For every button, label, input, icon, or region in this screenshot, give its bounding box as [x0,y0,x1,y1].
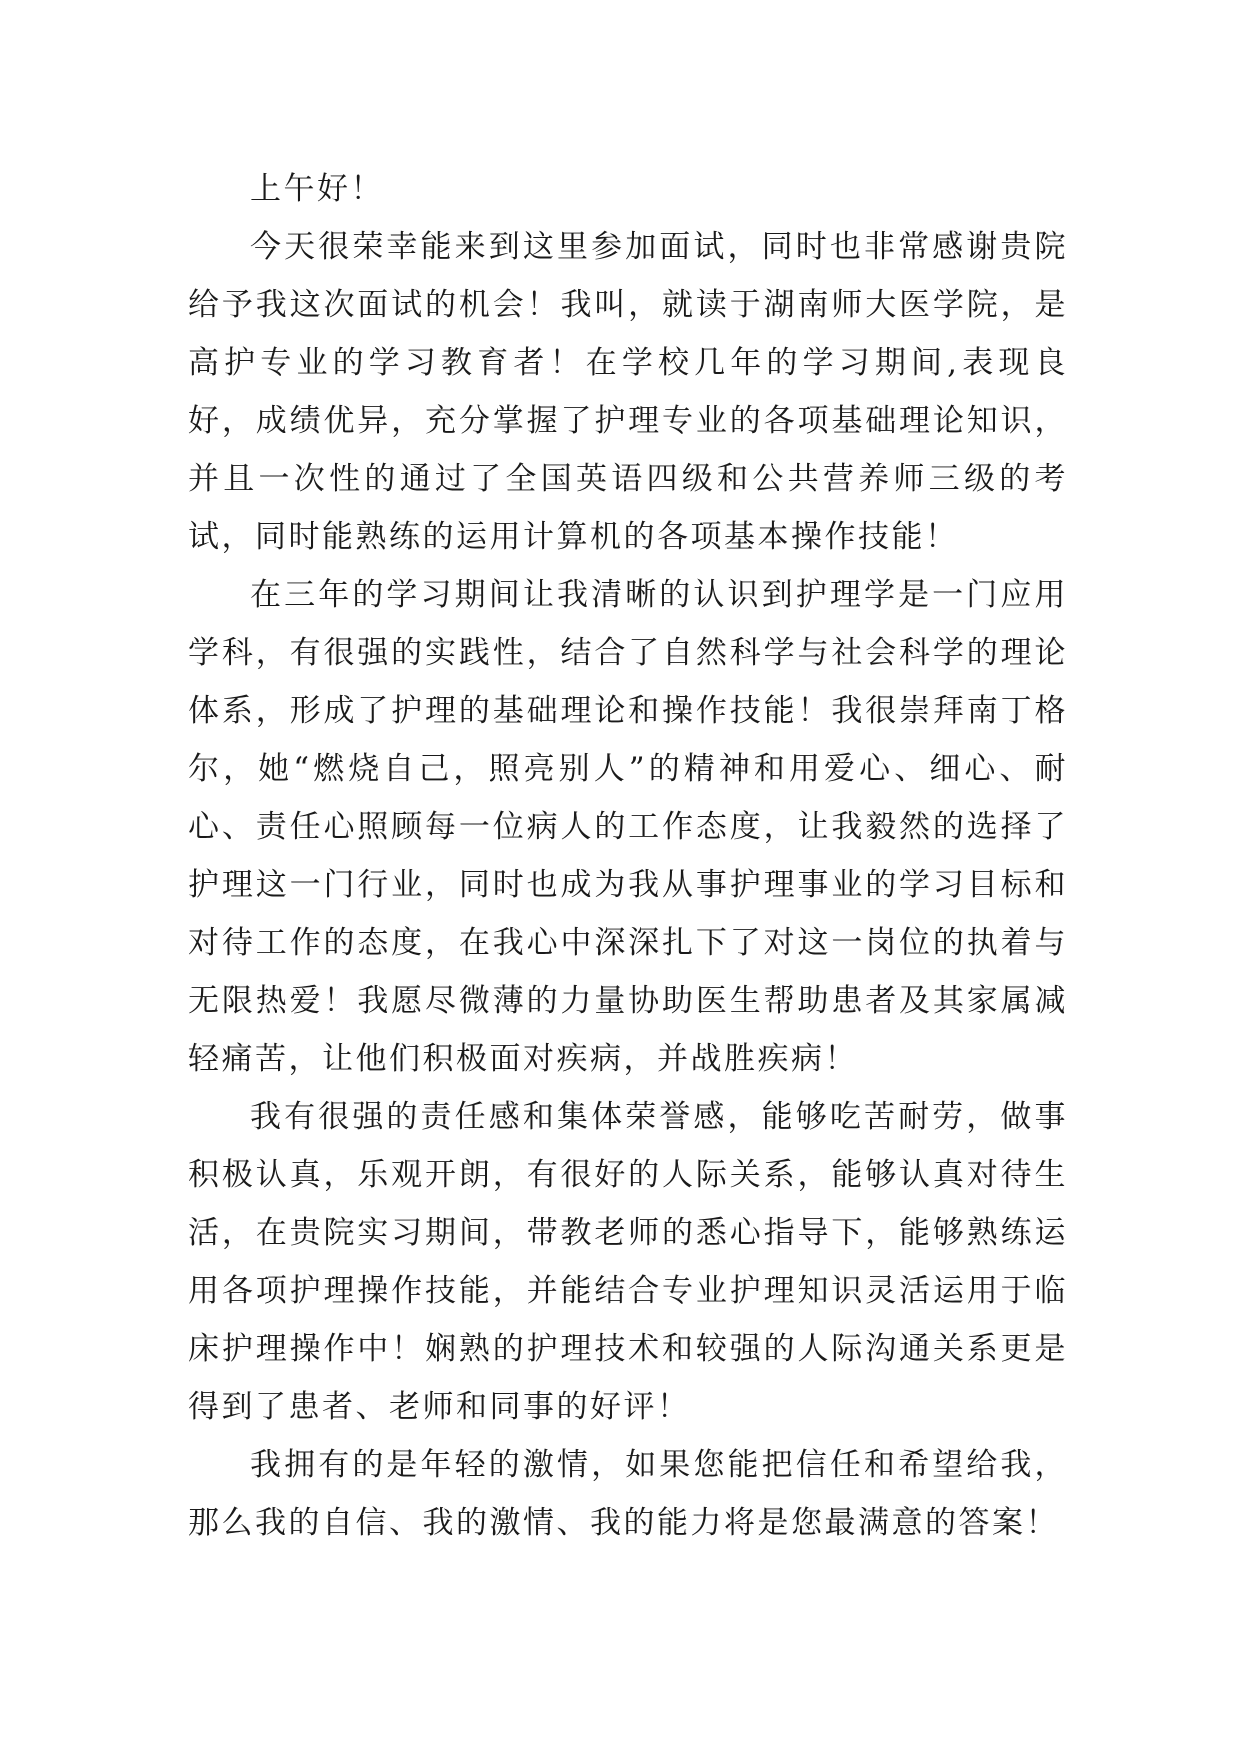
paragraph-introduction: 今天很荣幸能来到这里参加面试，同时也非常感谢贵院给予我这次面试的机会！我叫，就读于湖南师大医学院，是高护专业的学习教育者！在学校几年的学习期间,表现良好，成绩优异，充分掌握了护理专业的各项基础理论知识，并且一次性的通过了全国英语四级和公共营养师三级的考试，同时能熟练的运用计算机的各项基本操作技能！ [188,229,1068,555]
document-body [188,160,1068,1552]
paragraph-closing: 我拥有的是年轻的激情，如果您能把信任和希望给我，那么我的自信、我的激情、我的能力将是您最满意的答案！ [188,1447,1068,1541]
greeting-paragraph: 上午好！ [250,171,384,207]
paragraph-nursing-study: 在三年的学习期间让我清晰的认识到护理学是一门应用学科，有很强的实践性，结合了自然科学与社会科学的理论体系，形成了护理的基础理论和操作技能！我很崇拜南丁格尔，她“燃烧自己，照亮别人”的精神和用爱心、细心、耐心、责任心照顾每一位病人的工作态度，让我毅然的选择了护理这一门行业，同时也成为我从事护理事业的学习目标和对待工作的态度，在我心中深深扎下了对这一岗位的执着与无限热爱！我愿尽微薄的力量协助医生帮助患者及其家属减轻痛苦，让他们积极面对疾病，并战胜疾病！ [188,577,1068,1077]
paragraph-personal-qualities: 我有很强的责任感和集体荣誉感，能够吃苦耐劳，做事积极认真，乐观开朗，有很好的人际关系，能够认真对待生活，在贵院实习期间，带教老师的悉心指导下，能够熟练运用各项护理操作技能，并能结合专业护理知识灵活运用于临床护理操作中！娴熟的护理技术和较强的人际沟通关系更是得到了患者、老师和同事的好评！ [188,1099,1068,1425]
